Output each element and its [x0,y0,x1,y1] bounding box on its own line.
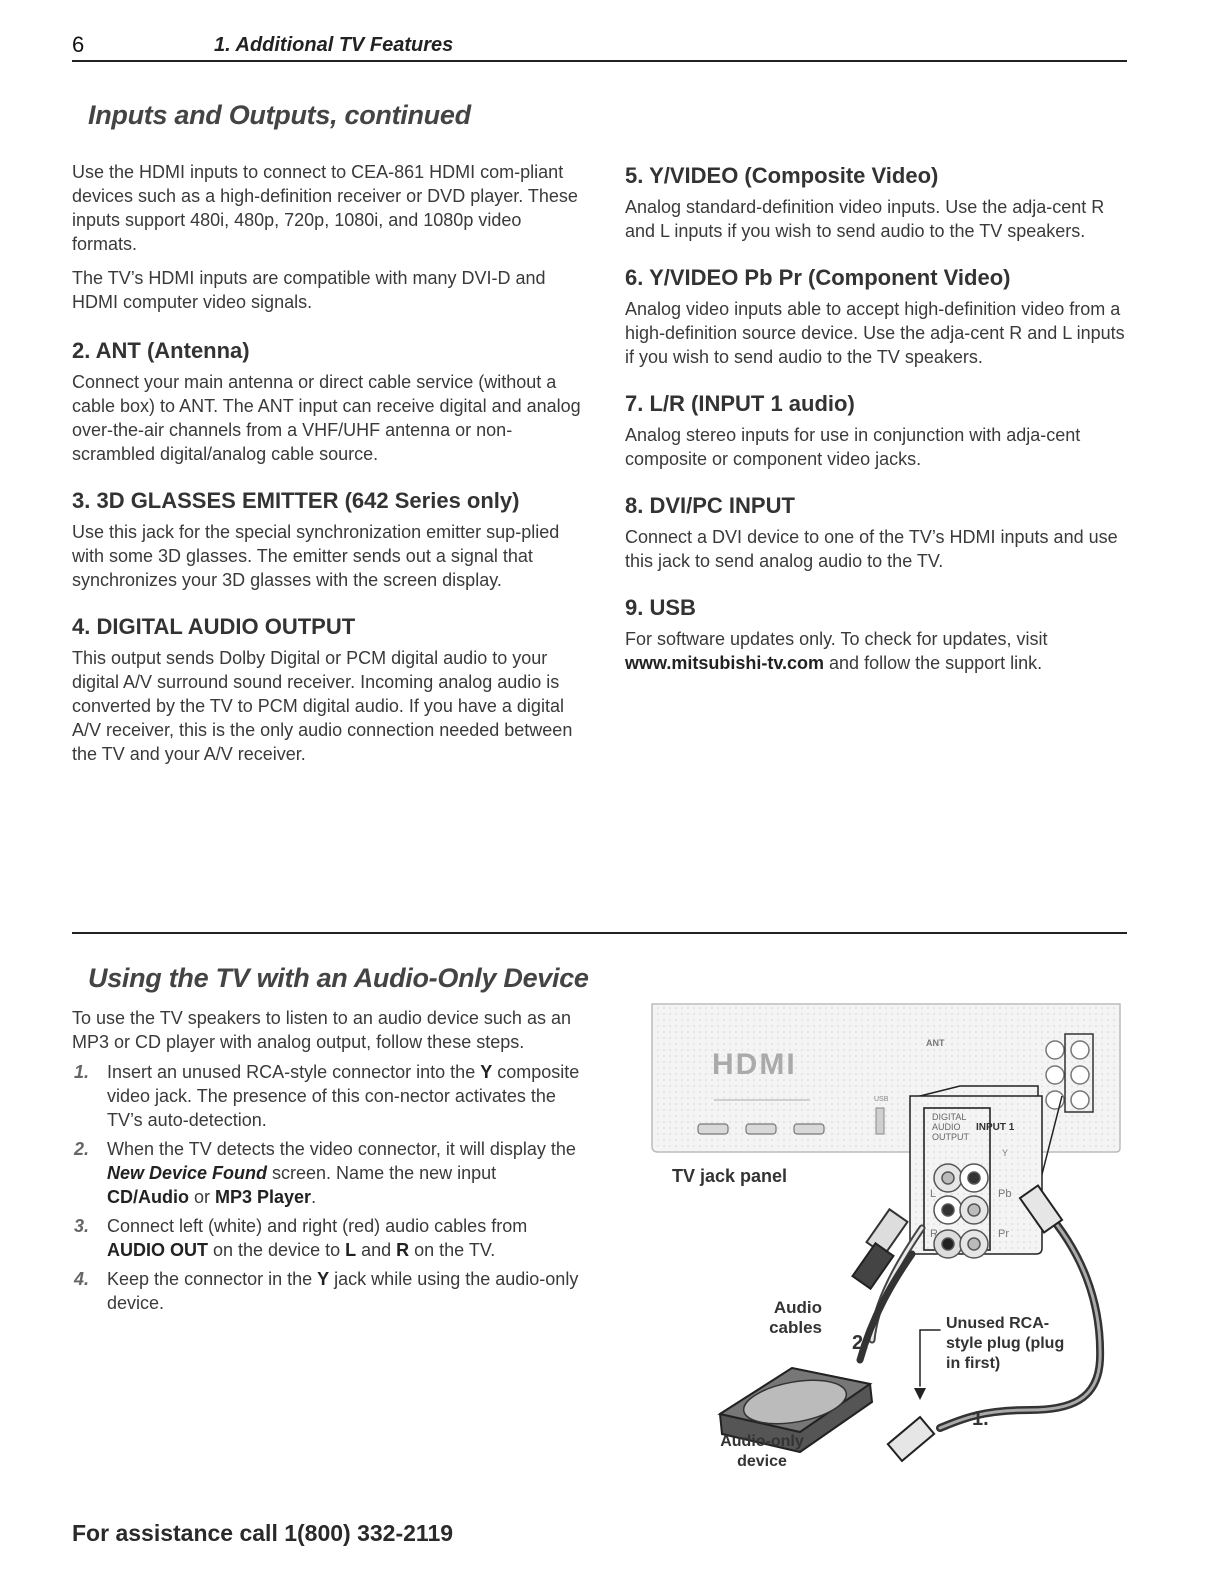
step-text: and [356,1240,397,1260]
item-heading: 5. Y/VIDEO (Composite Video) [625,163,939,188]
item-lr-input1-audio [625,391,1125,471]
item-body: Analog standard-definition video inputs. Use the adja-cent R and L inputs if you wish to send audio to the TV speakers. [625,197,1105,241]
jack-label-pr: Pr [998,1228,1009,1240]
item-body: Connect your main antenna or direct cable service (without a cable box) to ANT. The ANT input can receive digital and analog over-the-air channels from a VHF/UHF antenna or non-scrambled digital/analog cable source. [72,372,581,464]
item-y-video-component [625,265,1125,369]
item-body: Connect a DVI device to one of the TV’s HDMI inputs and use this jack to send analog audio to the TV. [625,527,1118,571]
jack-label-pb: Pb [998,1188,1012,1200]
item-heading: 6. Y/VIDEO Pb Pr (Component Video) [625,265,1011,290]
step-number: 1. [74,1062,90,1082]
left-column [72,160,582,788]
step-number: 2. [74,1139,90,1159]
item-heading: 3. 3D GLASSES EMITTER (642 Series only) [72,488,520,513]
audio-only-device-label: Audio-only device [720,1433,804,1470]
step-text: When the TV detects the video connector, it will display the [107,1139,576,1159]
item-body: Analog video inputs able to accept high-definition video from a high-definition source device. Use the adja-cent R and L inputs if you wish to send audio to the TV speakers. [625,299,1125,367]
intro-paragraph-1: Use the HDMI inputs to connect to CEA-861 HDMI com-pliant devices such as a high-definition receiver or DVD player. These inputs support 480i, 480p, 720p, 1080i, and 1080p video formats. [72,162,578,254]
item-digital-audio-output [72,614,582,766]
step-text: screen. Name the new input [267,1163,497,1183]
tv-jack-panel-label: TV jack panel [672,1166,788,1186]
section-divider [72,932,1127,934]
item-usb [625,595,1125,675]
step-1 [72,1060,582,1132]
right-column [625,163,1125,697]
item-heading: 2. ANT (Antenna) [72,338,250,363]
jack-label-input1: INPUT 1 [976,1122,1015,1133]
item-heading: 7. L/R (INPUT 1 audio) [625,391,855,416]
item-heading: 4. DIGITAL AUDIO OUTPUT [72,614,356,639]
step-bold: R [396,1240,410,1260]
step-text: composite video jack. The presence of this con-nector activates the TV’s auto-detection. [107,1062,580,1130]
step-text: Connect left (white) and right (red) audio cables from [107,1216,528,1236]
item-body: Use this jack for the special synchronization emitter sup-plied with some 3D glasses. The emitter sends out a signal that synchronizes your 3D glasses with the screen display. [72,522,560,590]
step-number: 3. [74,1216,90,1236]
usb-body-text-end: and follow the support link. [824,653,1043,673]
step-text: or [188,1187,215,1207]
item-3d-glasses-emitter [72,488,582,592]
item-body: Analog stereo inputs for use in conjunction with adja-cent composite or component video jacks. [625,425,1081,469]
step-bold: Y [480,1062,493,1082]
item-body: This output sends Dolby Digital or PCM digital audio to your digital A/V surround sound receiver. Incoming analog audio is converted by the TV to PCM digital audio. If you have a digital A/V receiver, this is the only audio connection needed between the TV and your A/V receiver. [72,648,573,764]
usb-body-text: For software updates only. To check for updates, visit [625,629,1048,649]
step-4 [72,1267,582,1315]
jack-label-r: R [930,1228,938,1240]
hdmi-logo: HDMI [712,1048,797,1081]
item-heading: 8. DVI/PC INPUT [625,493,795,518]
item-y-video-composite [625,163,1125,243]
section-title-audio-only: Using the TV with an Audio-Only Device [88,963,589,993]
step-2 [72,1137,582,1209]
item-body [625,627,1125,675]
jack-label-usb: USB [874,1096,889,1103]
step-bold: MP3 Player [215,1187,312,1207]
step-bold: New Device Found [107,1163,268,1183]
step-bold: AUDIO OUT [107,1240,208,1260]
connection-diagram [650,1000,1125,1480]
page-number: 6 [72,32,85,57]
step-1-label: 1. [972,1408,989,1430]
step-text: Keep the connector in the [107,1269,318,1289]
step-text: on the device to [208,1240,346,1260]
steps-list [72,1060,582,1315]
item-dvi-pc-input [625,493,1125,573]
jack-label-ant: ANT [926,1038,945,1048]
step-text: jack while using the audio-only device. [107,1269,579,1313]
chapter-title: 1. Additional TV Features [214,34,454,56]
usb-port-icon [876,1108,884,1134]
item-heading: 9. USB [625,595,696,620]
jack-label-y: Y [1002,1148,1009,1158]
page-header [72,30,1127,62]
intro-paragraph-2: The TV’s HDMI inputs are compatible with many DVI-D and HDMI computer video signals. [72,268,546,312]
step-3 [72,1214,582,1262]
step-bold: L [345,1240,357,1260]
jack-label-l: L [930,1188,937,1200]
jack-label-digital-audio-output: DIGITAL AUDIO OUTPUT [932,1112,969,1142]
item-ant [72,338,582,466]
step-2-label: 2. [852,1332,869,1354]
step-bold: CD/Audio [107,1187,189,1207]
step-bold: Y [317,1269,330,1289]
assistance-footer: For assistance call 1(800) 332-2119 [72,1520,454,1546]
audio-only-intro: To use the TV speakers to listen to an audio device such as an MP3 or CD player with analog output, follow these steps. [72,1008,571,1052]
unused-rca-plug-label: Unused RCA-style plug (plug in first) [946,1315,1065,1372]
section-title-inputs-outputs: Inputs and Outputs, continued [88,100,471,130]
hdmi-ports [698,1124,824,1134]
step-text: on the TV. [409,1240,496,1260]
step-text: . [311,1187,317,1207]
audio-only-instructions [72,1006,582,1320]
mitsubishi-link[interactable]: www.mitsubishi-tv.com [625,653,825,673]
audio-cables-label: Audio cables [769,1298,822,1337]
step-number: 4. [74,1269,90,1289]
step-text: Insert an unused RCA-style connector into the [107,1062,481,1082]
